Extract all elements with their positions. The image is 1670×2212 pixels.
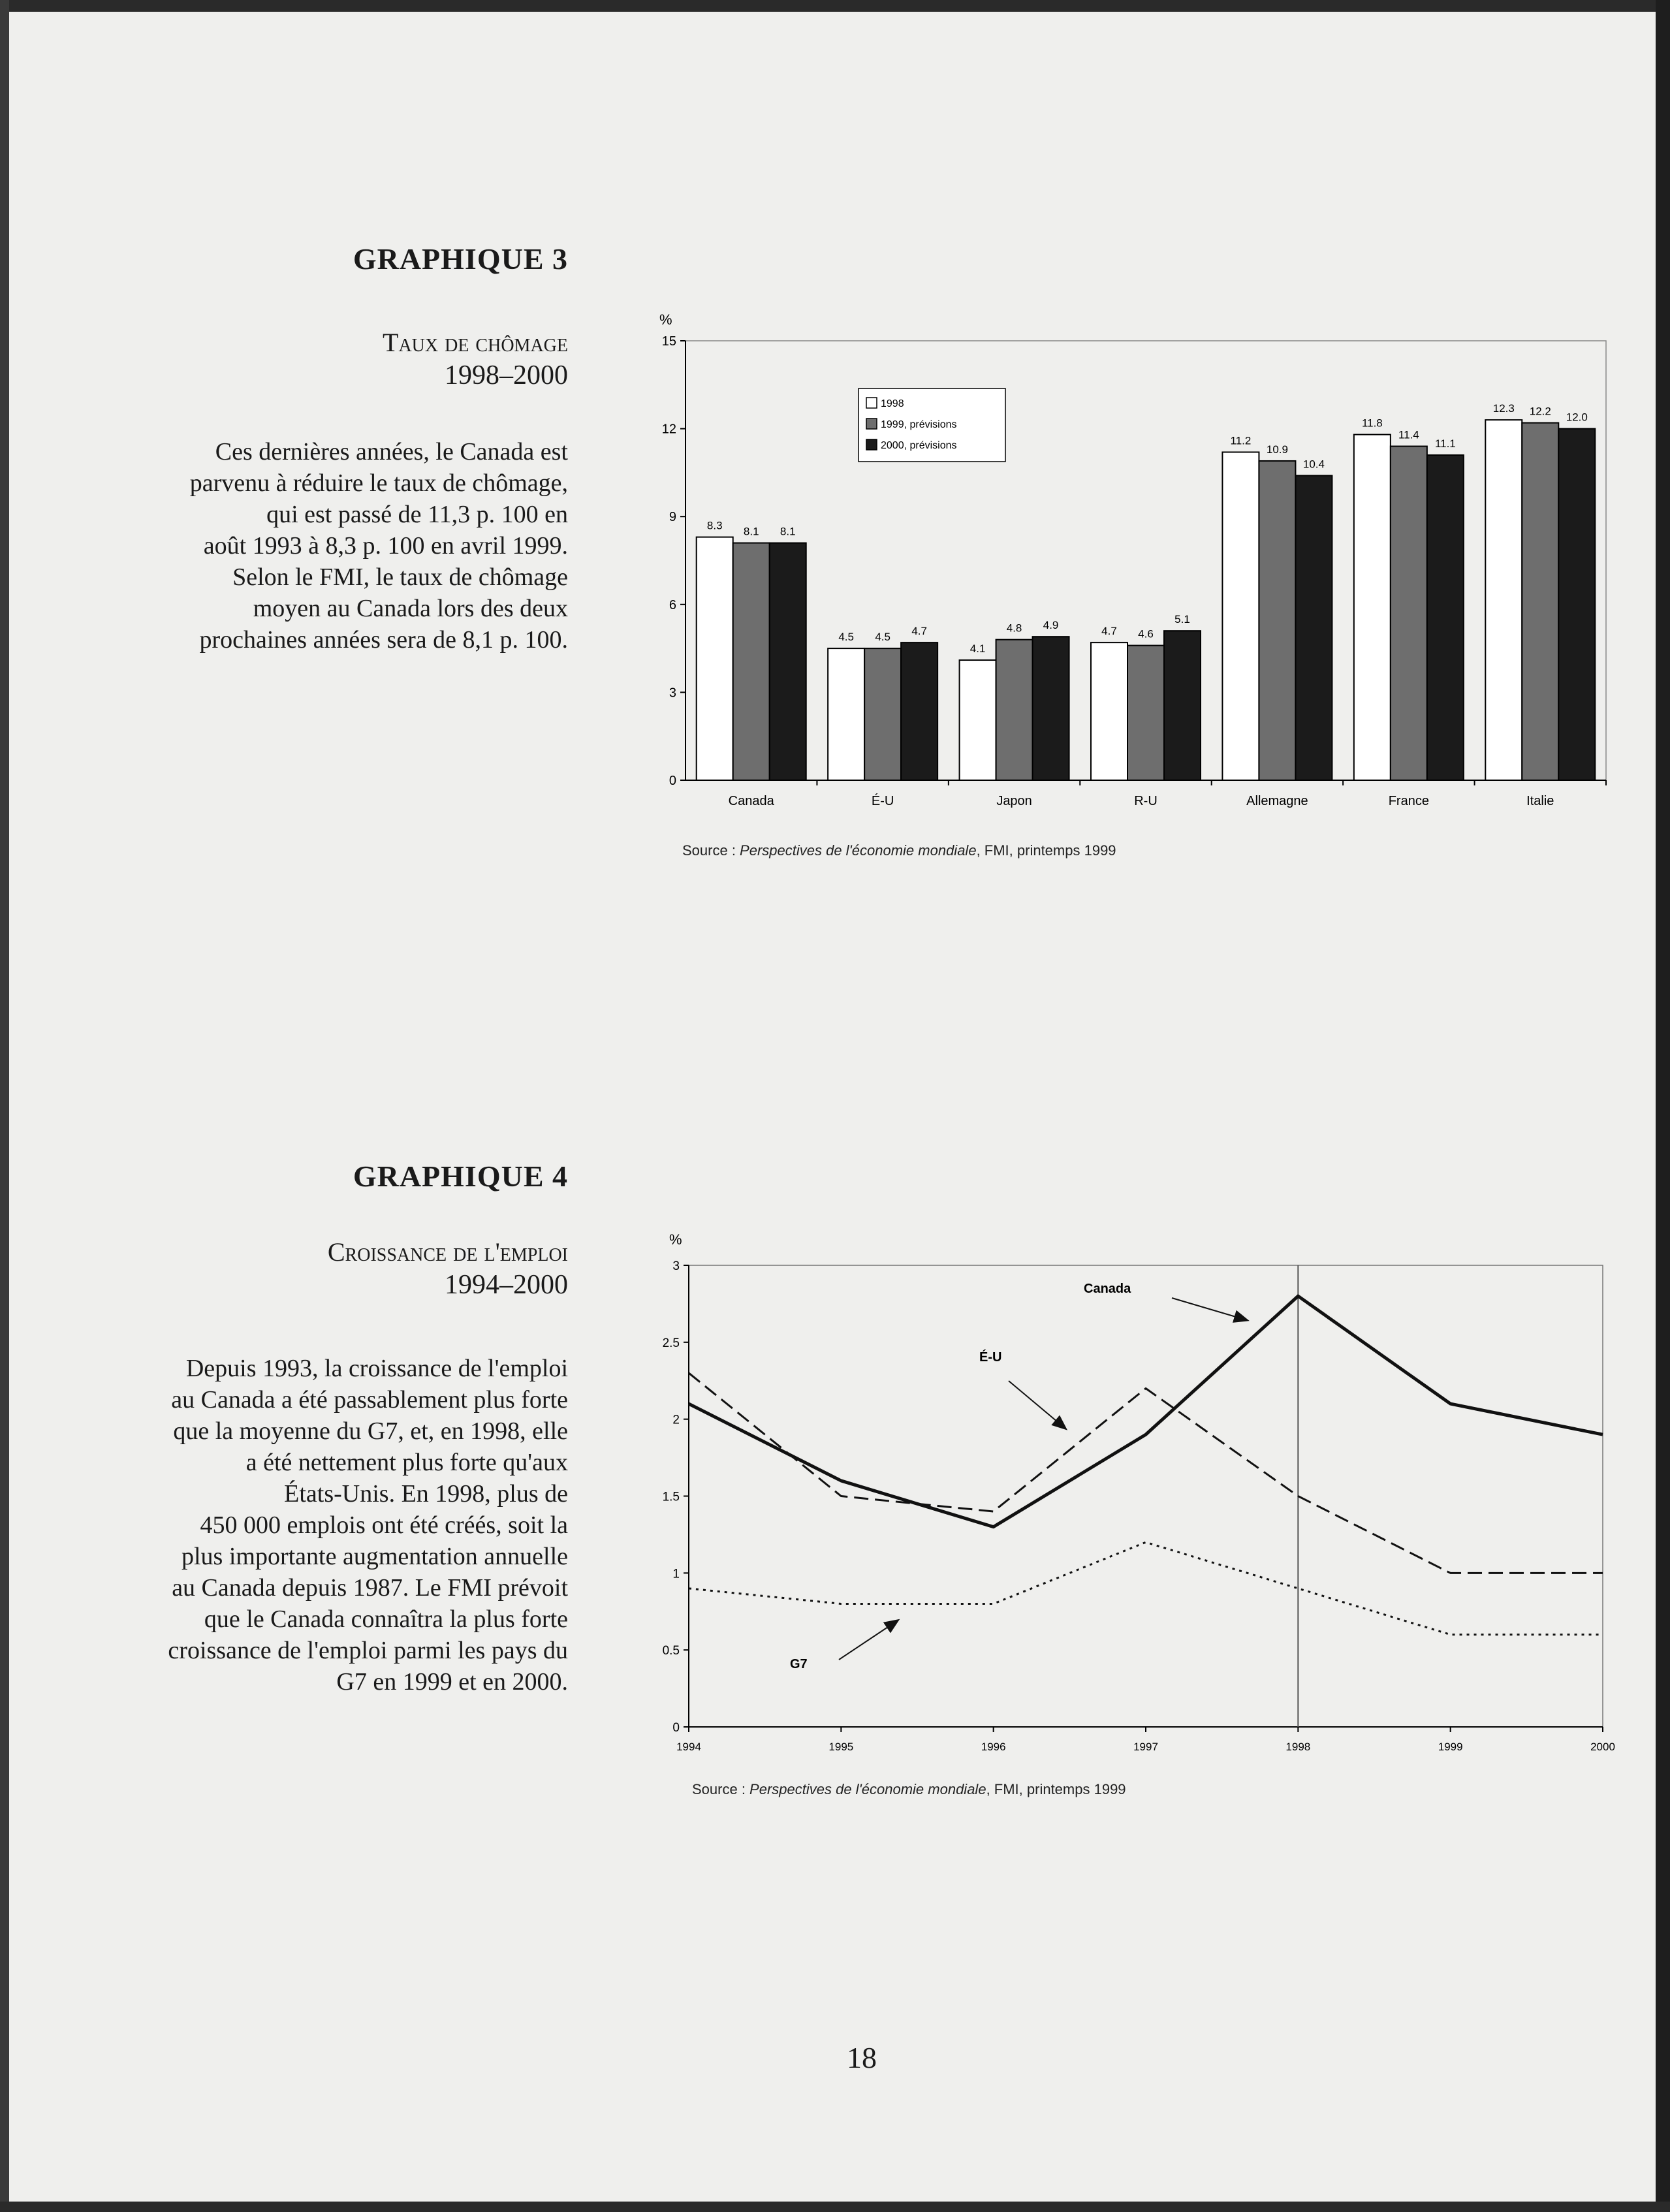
bar — [996, 640, 1033, 780]
legend-swatch — [866, 398, 877, 408]
annotation-arrow — [1172, 1298, 1247, 1320]
bar-value-label: 8.1 — [743, 525, 759, 538]
graph4-text-line: 450 000 emplois ont été créés, soit la — [200, 1511, 568, 1539]
scan-right-border — [1656, 0, 1670, 2212]
page-number: 18 — [847, 2041, 877, 2074]
graph3-text-line: août 1993 à 8,3 p. 100 en avril 1999. — [203, 532, 568, 560]
x-tick-label: 1995 — [828, 1741, 854, 1753]
scan-top-border — [0, 0, 1670, 12]
series-annotation-label: Canada — [1084, 1282, 1131, 1296]
bar — [828, 648, 864, 780]
graph4-heading: GRAPHIQUE 4 — [353, 1160, 568, 1193]
x-category-label: É-U — [871, 794, 894, 808]
series-line-g7 — [689, 1542, 1603, 1634]
bar-value-label: 12.2 — [1529, 405, 1551, 418]
bar — [1222, 452, 1259, 780]
bar-value-label: 12.0 — [1566, 411, 1588, 424]
series-line-canada — [689, 1296, 1603, 1527]
bar — [864, 648, 901, 780]
legend-swatch — [866, 419, 877, 429]
graph4-text-line: a été nettement plus forte qu'aux — [245, 1449, 568, 1476]
graph4-years: 1994–2000 — [445, 1270, 568, 1300]
bar-value-label: 4.5 — [838, 631, 854, 644]
graph3-text-line: Ces dernières années, le Canada est — [215, 438, 568, 466]
bar — [1127, 646, 1164, 780]
graph4-text-line: plus importante augmentation annuelle — [181, 1543, 568, 1570]
plot-frame — [689, 1265, 1603, 1727]
x-tick-label: 1998 — [1285, 1741, 1311, 1753]
graph3-text-line: prochaines années sera de 8,1 p. 100. — [199, 626, 568, 654]
series-annotation-label: G7 — [790, 1657, 808, 1671]
graph4-text-line: au Canada a été passablement plus forte — [171, 1386, 568, 1414]
graph4-text-line: que la moyenne du G7, et, en 1998, elle — [173, 1417, 568, 1445]
annotation-arrow — [839, 1620, 898, 1660]
x-category-label: Allemagne — [1246, 794, 1308, 808]
bar-value-label: 10.9 — [1266, 443, 1288, 456]
x-tick-label: 1994 — [676, 1741, 701, 1753]
y-tick-label: 0 — [672, 1721, 680, 1735]
graph3-text-line: parvenu à réduire le taux de chômage, — [189, 469, 568, 497]
bar — [1033, 637, 1069, 780]
legend-label: 1999, prévisions — [881, 419, 957, 430]
bar-value-label: 11.4 — [1398, 428, 1419, 441]
bar — [1485, 420, 1522, 780]
bar-value-label: 8.1 — [780, 525, 796, 538]
y-tick-label: 6 — [669, 597, 676, 612]
y-unit-label: % — [669, 1231, 682, 1248]
y-tick-label: 3 — [669, 686, 676, 701]
graph3-source-prefix: Source : — [682, 842, 740, 859]
scan-bottom-border — [0, 2202, 1670, 2212]
graph4-source-prefix: Source : — [692, 1781, 750, 1797]
bar-value-label: 5.1 — [1174, 613, 1190, 626]
bar — [1427, 455, 1464, 780]
x-tick-label: 1997 — [1133, 1741, 1158, 1753]
bar — [1295, 475, 1332, 780]
unemployment-bar-chart — [627, 300, 1619, 842]
bar — [1391, 447, 1427, 780]
bar — [1522, 423, 1558, 780]
graph4-body-text — [98, 1353, 568, 1698]
graph4-text-line: que le Canada connaîtra la plus forte — [204, 1605, 568, 1633]
graph3-years: 1998–2000 — [445, 360, 568, 390]
legend-label: 2000, prévisions — [881, 440, 957, 451]
bar-value-label: 4.7 — [911, 625, 927, 638]
graph3-text-line: Selon le FMI, le taux de chômage — [232, 563, 568, 591]
graph4-chart — [627, 1221, 1632, 1766]
employment-growth-line-chart — [627, 1221, 1632, 1763]
bar — [770, 543, 806, 780]
graph3-source-title: Perspectives de l'économie mondiale — [740, 842, 977, 859]
y-tick-label: 1 — [672, 1567, 680, 1581]
bar — [1354, 435, 1391, 780]
bar-value-label: 4.1 — [969, 642, 986, 656]
graph3-text-line: moyen au Canada lors des deux — [253, 595, 568, 622]
graph3-title — [46, 326, 568, 392]
y-unit-label: % — [659, 311, 672, 328]
y-tick-label: 2.5 — [662, 1336, 680, 1350]
bar-value-label: 11.1 — [1434, 437, 1456, 450]
y-tick-label: 1.5 — [662, 1490, 680, 1504]
graph4-text-line: croissance de l'emploi parmi les pays du — [168, 1637, 568, 1664]
bar-value-label: 12.3 — [1492, 402, 1515, 415]
y-tick-label: 0 — [669, 774, 676, 788]
bar-value-label: 11.8 — [1361, 417, 1383, 430]
series-annotation-label: É-U — [979, 1350, 1002, 1365]
bar-value-label: 4.7 — [1101, 625, 1117, 638]
x-tick-label: 2000 — [1590, 1741, 1615, 1753]
legend-label: 1998 — [881, 398, 904, 409]
graph4-text-line: États-Unis. En 1998, plus de — [284, 1480, 568, 1508]
legend-swatch — [866, 439, 877, 450]
x-category-label: Canada — [728, 794, 774, 808]
graph4-text-line: Depuis 1993, la croissance de l'emploi — [185, 1355, 568, 1382]
y-tick-label: 15 — [661, 334, 676, 349]
x-category-label: R-U — [1134, 794, 1158, 808]
graph4-source — [692, 1781, 1126, 1798]
bar-value-label: 11.2 — [1230, 434, 1252, 447]
graph3-source-suffix: , FMI, printemps 1999 — [976, 842, 1116, 859]
y-tick-label: 3 — [672, 1259, 680, 1273]
graph4-title-text: Croissance de l'emploi — [327, 1237, 568, 1267]
bar — [733, 543, 770, 780]
bar — [1259, 461, 1295, 780]
bar-value-label: 8.3 — [706, 519, 723, 532]
y-tick-label: 0.5 — [662, 1644, 680, 1658]
bar — [1558, 429, 1595, 780]
bar-value-label: 10.4 — [1302, 458, 1325, 471]
bar-value-label: 4.9 — [1043, 619, 1059, 632]
x-category-label: France — [1388, 794, 1429, 808]
bar — [1164, 631, 1201, 780]
bar-value-label: 4.5 — [875, 631, 890, 644]
bar — [697, 537, 733, 780]
graph3-text-line: qui est passé de 11,3 p. 100 en — [266, 501, 568, 528]
bar — [1091, 642, 1127, 780]
graph3-source — [682, 842, 1116, 859]
graph3-title-text: Taux de chômage — [383, 328, 568, 357]
bar — [901, 642, 937, 780]
y-tick-label: 12 — [661, 422, 676, 437]
y-tick-label: 9 — [669, 510, 676, 525]
graph4-text-line: G7 en 1999 et en 2000. — [336, 1668, 568, 1696]
x-tick-label: 1999 — [1438, 1741, 1463, 1753]
graph4-title — [46, 1236, 568, 1301]
graph3-chart — [627, 300, 1619, 845]
bar — [960, 660, 996, 780]
x-category-label: Italie — [1526, 794, 1554, 808]
graph4-source-suffix: , FMI, printemps 1999 — [986, 1781, 1126, 1797]
graph4-text-line: au Canada depuis 1987. Le FMI prévoit — [172, 1574, 568, 1602]
x-tick-label: 1996 — [981, 1741, 1006, 1753]
annotation-arrow — [1009, 1381, 1065, 1429]
scan-left-border — [0, 0, 9, 2212]
graph4-source-title: Perspectives de l'économie mondiale — [749, 1781, 986, 1797]
x-category-label: Japon — [996, 794, 1032, 808]
bar-value-label: 4.6 — [1138, 627, 1154, 640]
graph3-heading: GRAPHIQUE 3 — [353, 242, 568, 276]
y-tick-label: 2 — [672, 1413, 680, 1427]
bar-value-label: 4.8 — [1006, 622, 1022, 635]
graph3-body-text — [98, 436, 568, 656]
